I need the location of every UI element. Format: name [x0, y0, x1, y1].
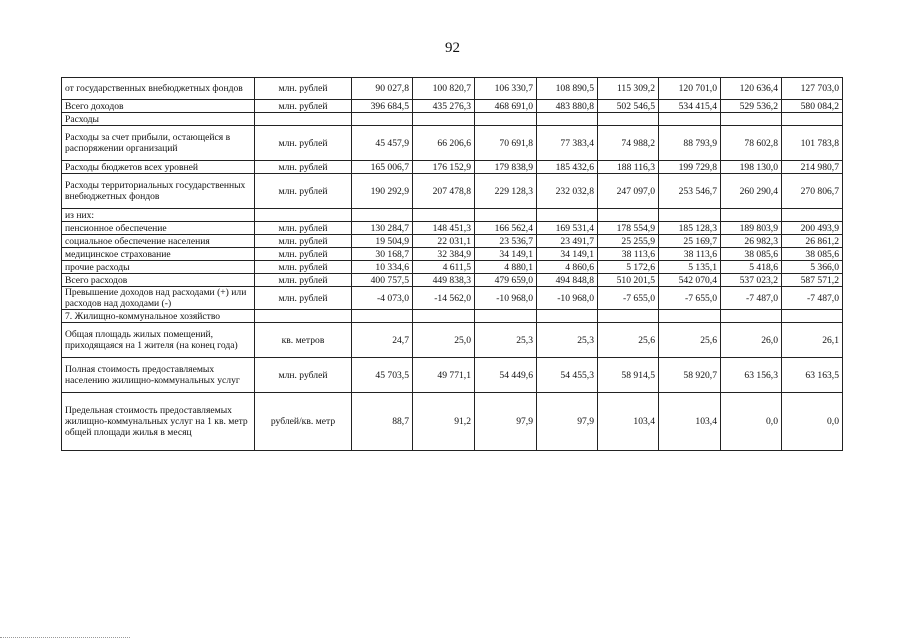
value-cell: 26 861,2 [782, 235, 843, 248]
value-cell: 88 793,9 [659, 126, 721, 161]
row-unit: млн. рублей [255, 126, 352, 161]
value-cell: 77 383,4 [537, 126, 598, 161]
value-cell [782, 310, 843, 323]
value-cell [537, 310, 598, 323]
value-cell [413, 310, 475, 323]
value-cell [537, 113, 598, 126]
bottom-scan-mark [0, 635, 130, 638]
value-cell [352, 113, 413, 126]
table-row [62, 248, 843, 261]
value-cell: 435 276,3 [413, 100, 475, 113]
value-cell: 214 980,7 [782, 161, 843, 174]
value-cell: -10 968,0 [537, 287, 598, 310]
value-cell: 25,3 [475, 323, 537, 358]
value-cell [537, 209, 598, 222]
value-cell [598, 113, 659, 126]
value-cell [598, 310, 659, 323]
table-row [62, 113, 843, 126]
value-cell: 148 451,3 [413, 222, 475, 235]
row-unit: рублей/кв. метр [255, 393, 352, 451]
row-label: медицинское страхование [62, 248, 255, 261]
value-cell: 5 172,6 [598, 261, 659, 274]
value-cell: 178 554,9 [598, 222, 659, 235]
value-cell: 270 806,7 [782, 174, 843, 209]
value-cell: 494 848,8 [537, 274, 598, 287]
value-cell: 4 611,5 [413, 261, 475, 274]
value-cell: 207 478,8 [413, 174, 475, 209]
row-label: пенсионное обеспечение [62, 222, 255, 235]
value-cell: 54 449,6 [475, 358, 537, 393]
value-cell: 70 691,8 [475, 126, 537, 161]
value-cell: 74 988,2 [598, 126, 659, 161]
value-cell [782, 113, 843, 126]
row-label: прочие расходы [62, 261, 255, 274]
row-label: Полная стоимость предоставляемых населению жилищно-коммунальных услуг [62, 358, 255, 393]
value-cell: 188 116,3 [598, 161, 659, 174]
value-cell: 30 168,7 [352, 248, 413, 261]
value-cell: 45 457,9 [352, 126, 413, 161]
value-cell: -7 655,0 [659, 287, 721, 310]
value-cell: 34 149,1 [475, 248, 537, 261]
value-cell: 199 729,8 [659, 161, 721, 174]
value-cell: -7 487,0 [721, 287, 782, 310]
value-cell: 25,3 [537, 323, 598, 358]
value-cell: 108 890,5 [537, 78, 598, 100]
table-row [62, 358, 843, 393]
row-label: из них: [62, 209, 255, 222]
value-cell: 449 838,3 [413, 274, 475, 287]
row-label: 7. Жилищно-коммунальное хозяйство [62, 310, 255, 323]
row-label: Расходы за счет прибыли, остающейся в распоряжении организаций [62, 126, 255, 161]
table-row [62, 126, 843, 161]
value-cell [352, 209, 413, 222]
value-cell [352, 310, 413, 323]
value-cell: 4 880,1 [475, 261, 537, 274]
table-body [62, 78, 843, 451]
value-cell: -7 655,0 [598, 287, 659, 310]
value-cell: 26,0 [721, 323, 782, 358]
value-cell: 24,7 [352, 323, 413, 358]
value-cell: 580 084,2 [782, 100, 843, 113]
value-cell: 45 703,5 [352, 358, 413, 393]
value-cell [413, 113, 475, 126]
value-cell: 232 032,8 [537, 174, 598, 209]
value-cell [659, 113, 721, 126]
value-cell: 25,0 [413, 323, 475, 358]
value-cell: 468 691,0 [475, 100, 537, 113]
value-cell: 165 006,7 [352, 161, 413, 174]
value-cell: 25,6 [598, 323, 659, 358]
value-cell: 479 659,0 [475, 274, 537, 287]
value-cell: 127 703,0 [782, 78, 843, 100]
value-cell: 101 783,8 [782, 126, 843, 161]
value-cell: 0,0 [721, 393, 782, 451]
value-cell: 400 757,5 [352, 274, 413, 287]
value-cell: 4 860,6 [537, 261, 598, 274]
row-label: Расходы бюджетов всех уровней [62, 161, 255, 174]
row-unit: млн. рублей [255, 222, 352, 235]
value-cell: 396 684,5 [352, 100, 413, 113]
value-cell [598, 209, 659, 222]
value-cell: 10 334,6 [352, 261, 413, 274]
value-cell: 176 152,9 [413, 161, 475, 174]
value-cell: 529 536,2 [721, 100, 782, 113]
value-cell: 247 097,0 [598, 174, 659, 209]
value-cell: 88,7 [352, 393, 413, 451]
value-cell: 189 803,9 [721, 222, 782, 235]
value-cell [475, 113, 537, 126]
value-cell: 58 920,7 [659, 358, 721, 393]
row-label: социальное обеспечение населения [62, 235, 255, 248]
value-cell: 78 602,8 [721, 126, 782, 161]
table-row [62, 287, 843, 310]
value-cell: 260 290,4 [721, 174, 782, 209]
value-cell: 185 432,6 [537, 161, 598, 174]
row-unit: млн. рублей [255, 261, 352, 274]
value-cell: 49 771,1 [413, 358, 475, 393]
value-cell: 103,4 [598, 393, 659, 451]
row-unit: млн. рублей [255, 287, 352, 310]
value-cell: 537 023,2 [721, 274, 782, 287]
value-cell: 510 201,5 [598, 274, 659, 287]
value-cell: 25 255,9 [598, 235, 659, 248]
value-cell: 66 206,6 [413, 126, 475, 161]
row-unit [255, 113, 352, 126]
value-cell [659, 209, 721, 222]
value-cell: 200 493,9 [782, 222, 843, 235]
row-unit: млн. рублей [255, 248, 352, 261]
value-cell: 229 128,3 [475, 174, 537, 209]
value-cell: 5 418,6 [721, 261, 782, 274]
row-label: Расходы территориальных государственных внебюджетных фондов [62, 174, 255, 209]
value-cell: 38 113,6 [659, 248, 721, 261]
table-row [62, 174, 843, 209]
row-label: от государственных внебюджетных фондов [62, 78, 255, 100]
value-cell: 23 491,7 [537, 235, 598, 248]
row-label: Предельная стоимость предоставляемых жилищно-коммунальных услуг на 1 кв. метр общей площади жилья в месяц [62, 393, 255, 451]
value-cell: 120 701,0 [659, 78, 721, 100]
value-cell: 19 504,9 [352, 235, 413, 248]
table-row [62, 261, 843, 274]
row-label: Всего расходов [62, 274, 255, 287]
value-cell [721, 113, 782, 126]
value-cell: 185 128,3 [659, 222, 721, 235]
value-cell: 190 292,9 [352, 174, 413, 209]
row-unit: млн. рублей [255, 100, 352, 113]
table-row [62, 235, 843, 248]
value-cell: -10 968,0 [475, 287, 537, 310]
row-unit: млн. рублей [255, 358, 352, 393]
data-table [61, 77, 843, 451]
value-cell: 25 169,7 [659, 235, 721, 248]
value-cell: -14 562,0 [413, 287, 475, 310]
value-cell: 58 914,5 [598, 358, 659, 393]
value-cell: 130 284,7 [352, 222, 413, 235]
value-cell: 115 309,2 [598, 78, 659, 100]
value-cell: 23 536,7 [475, 235, 537, 248]
row-unit: кв. метров [255, 323, 352, 358]
value-cell: 22 031,1 [413, 235, 475, 248]
table-row [62, 78, 843, 100]
value-cell [475, 310, 537, 323]
row-unit: млн. рублей [255, 174, 352, 209]
row-unit: млн. рублей [255, 274, 352, 287]
table-row [62, 323, 843, 358]
value-cell: 38 113,6 [598, 248, 659, 261]
value-cell: 253 546,7 [659, 174, 721, 209]
table-row [62, 393, 843, 451]
value-cell: 38 085,6 [782, 248, 843, 261]
value-cell: 63 156,3 [721, 358, 782, 393]
value-cell: 90 027,8 [352, 78, 413, 100]
page-number: 92 [445, 40, 460, 56]
value-cell [782, 209, 843, 222]
row-label: Расходы [62, 113, 255, 126]
value-cell: 483 880,8 [537, 100, 598, 113]
table-row [62, 222, 843, 235]
value-cell: 97,9 [475, 393, 537, 451]
value-cell: -4 073,0 [352, 287, 413, 310]
value-cell [659, 310, 721, 323]
value-cell: 26,1 [782, 323, 843, 358]
value-cell: 54 455,3 [537, 358, 598, 393]
table-row [62, 161, 843, 174]
value-cell: 32 384,9 [413, 248, 475, 261]
value-cell: -7 487,0 [782, 287, 843, 310]
value-cell: 5 366,0 [782, 261, 843, 274]
row-label: Превышение доходов над расходами (+) или расходов над доходами (-) [62, 287, 255, 310]
value-cell: 26 982,3 [721, 235, 782, 248]
value-cell [721, 310, 782, 323]
value-cell: 166 562,4 [475, 222, 537, 235]
value-cell: 5 135,1 [659, 261, 721, 274]
row-unit: млн. рублей [255, 78, 352, 100]
value-cell: 97,9 [537, 393, 598, 451]
value-cell: 198 130,0 [721, 161, 782, 174]
row-label: Общая площадь жилых помещений, приходящаяся на 1 жителя (на конец года) [62, 323, 255, 358]
value-cell: 103,4 [659, 393, 721, 451]
row-unit: млн. рублей [255, 161, 352, 174]
value-cell: 120 636,4 [721, 78, 782, 100]
value-cell: 502 546,5 [598, 100, 659, 113]
row-unit [255, 209, 352, 222]
table-row [62, 100, 843, 113]
value-cell: 587 571,2 [782, 274, 843, 287]
value-cell: 542 070,4 [659, 274, 721, 287]
value-cell: 91,2 [413, 393, 475, 451]
table-row [62, 310, 843, 323]
value-cell: 106 330,7 [475, 78, 537, 100]
value-cell: 25,6 [659, 323, 721, 358]
row-unit [255, 310, 352, 323]
row-label: Всего доходов [62, 100, 255, 113]
table-row [62, 209, 843, 222]
table-row [62, 274, 843, 287]
value-cell: 100 820,7 [413, 78, 475, 100]
value-cell: 534 415,4 [659, 100, 721, 113]
value-cell: 179 838,9 [475, 161, 537, 174]
value-cell: 0,0 [782, 393, 843, 451]
row-unit: млн. рублей [255, 235, 352, 248]
value-cell: 38 085,6 [721, 248, 782, 261]
value-cell: 169 531,4 [537, 222, 598, 235]
value-cell [413, 209, 475, 222]
value-cell: 63 163,5 [782, 358, 843, 393]
value-cell [721, 209, 782, 222]
value-cell: 34 149,1 [537, 248, 598, 261]
value-cell [475, 209, 537, 222]
